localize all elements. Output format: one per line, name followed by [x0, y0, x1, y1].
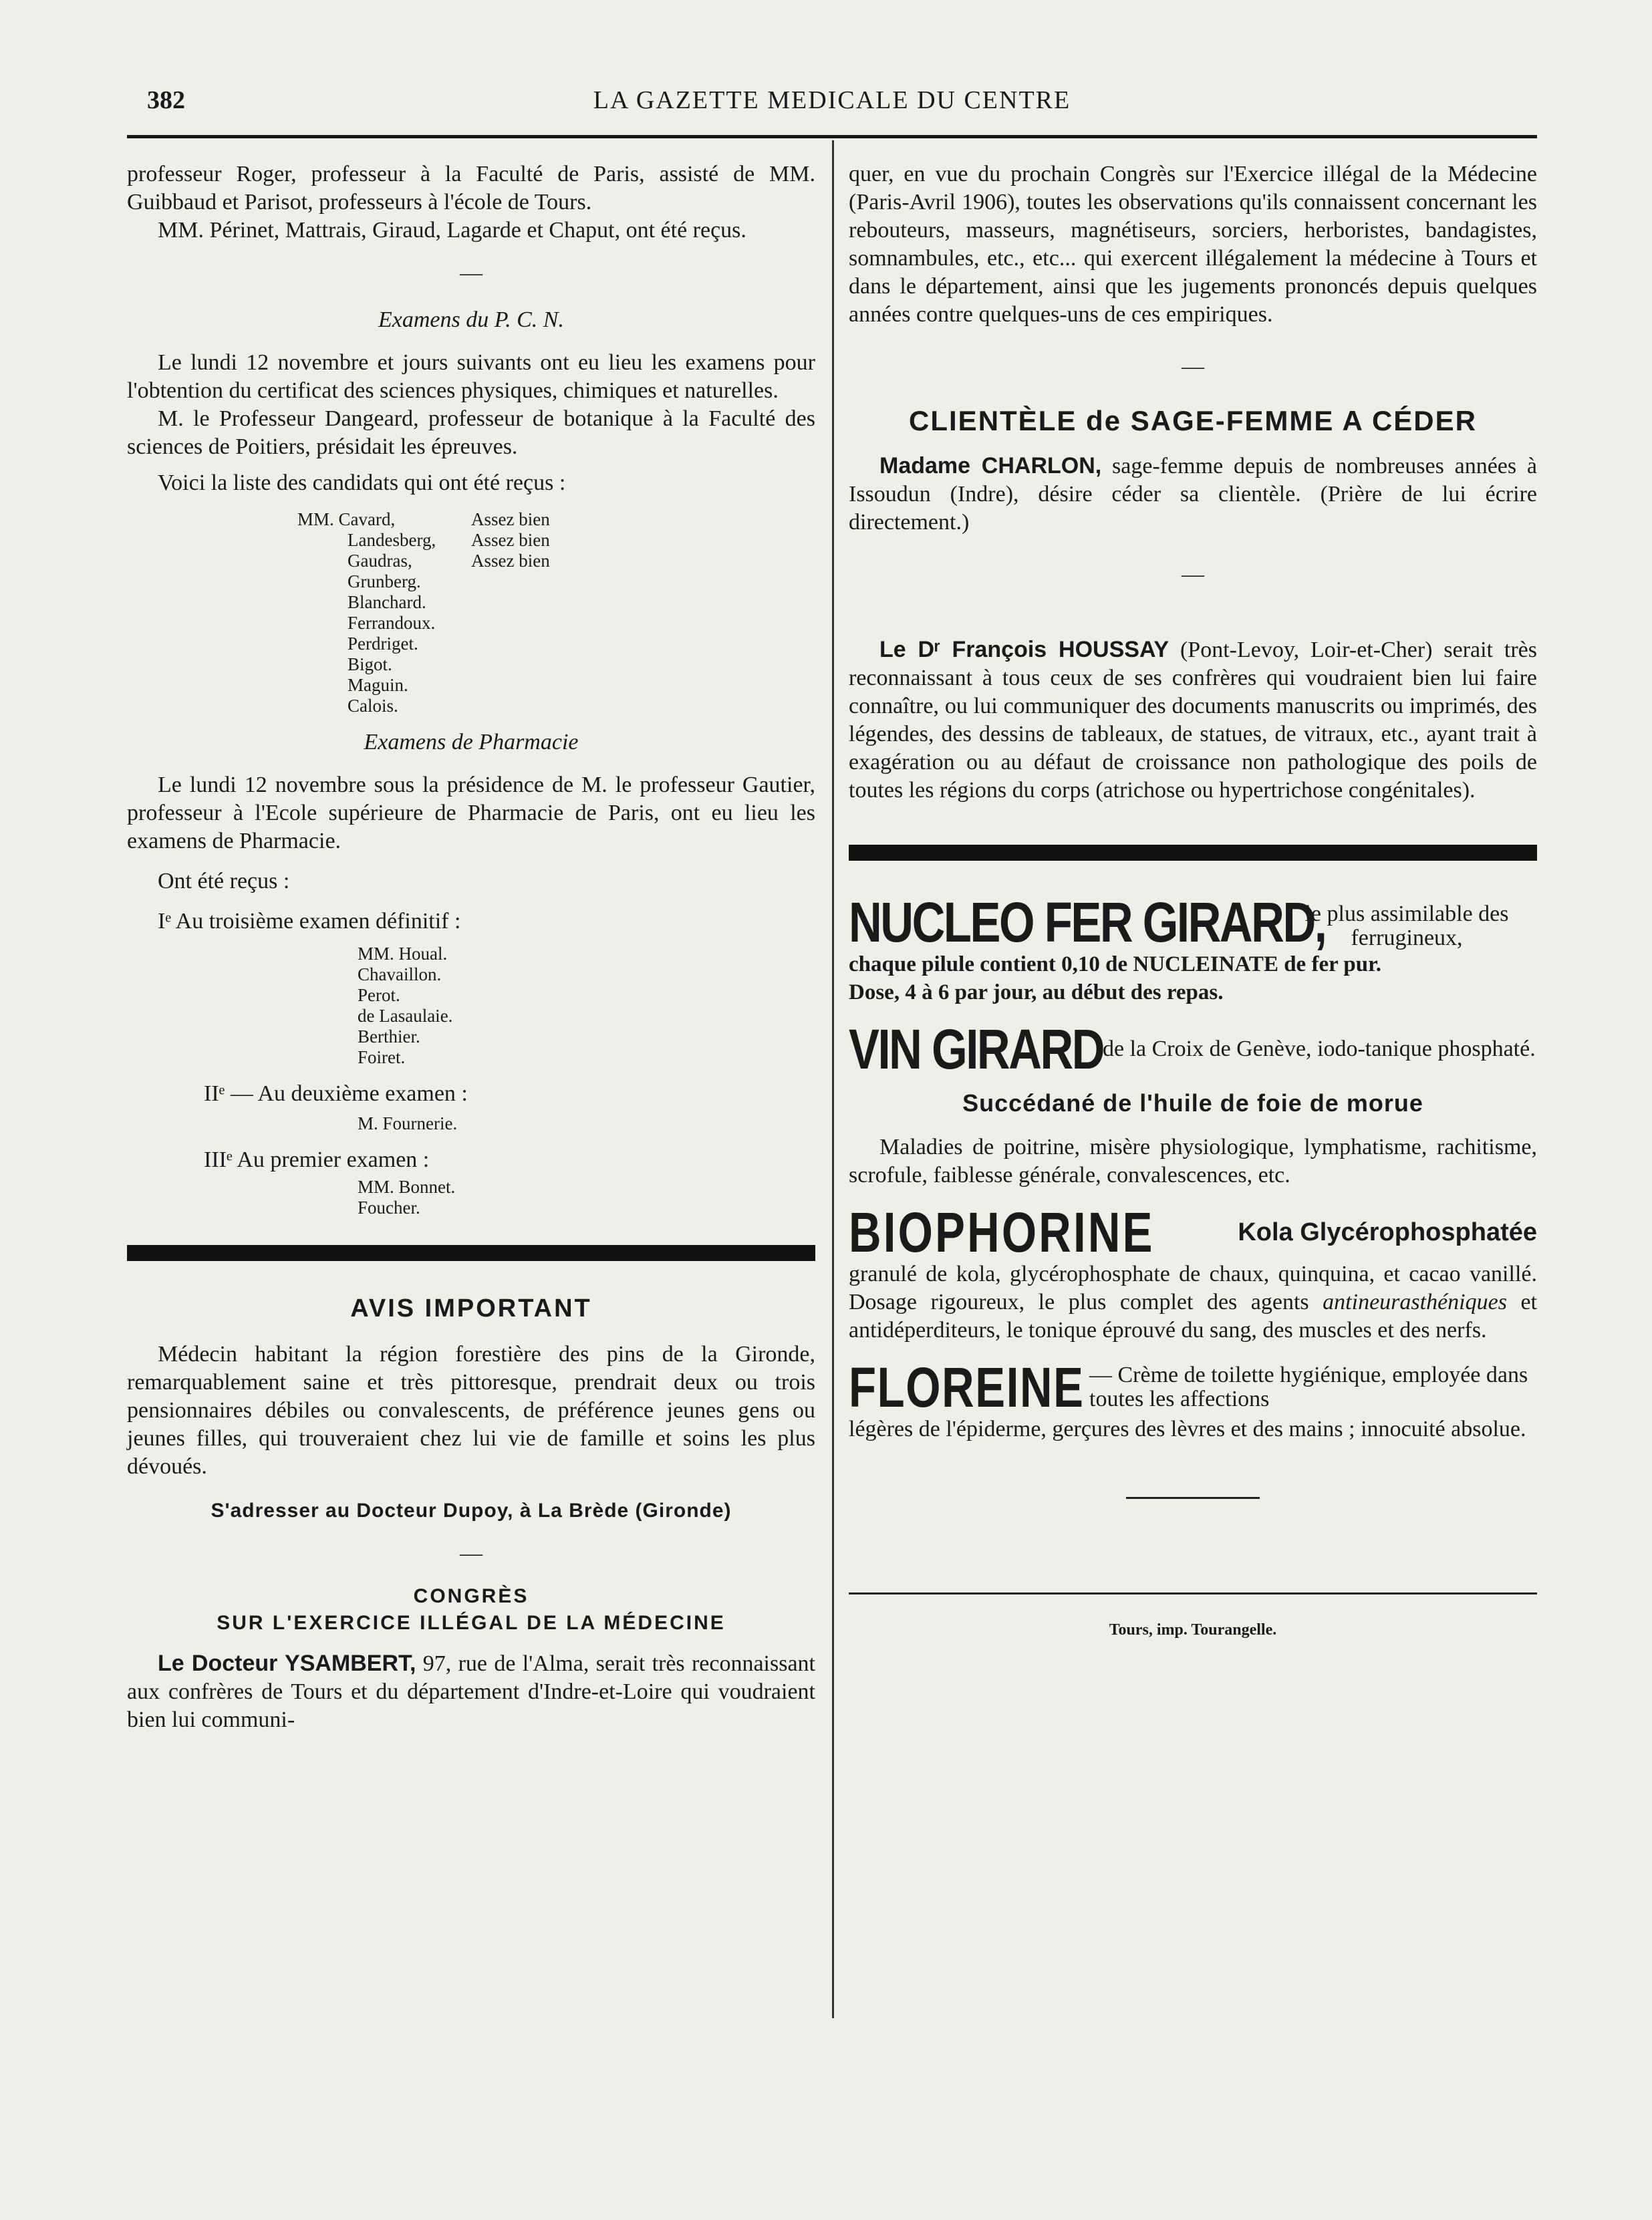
congres-title-1: CONGRÈS — [413, 1585, 529, 1607]
list-item: Blanchard. — [348, 592, 426, 612]
paragraph-pcn-president: M. le Professeur Dangeard, professeur de botanique à la Faculté des sciences de Poitiers, présidait les épreuves. — [127, 406, 815, 459]
pharm-list-deuxieme — [358, 1113, 815, 1134]
paragraph-recus: MM. Périnet, Mattrais, Giraud, Lagarde et Chaput, ont été reçus. — [158, 218, 746, 243]
list-item: Maguin. — [348, 675, 408, 695]
floreine-body: légères de l'épiderme, gerçures des lèvres et des mains ; innocuité absolue. — [849, 1417, 1526, 1441]
closing-rule-short — [1126, 1497, 1260, 1499]
biophorine-body: granulé de kola, glycérophosphate de chaux, quinquina, et cacao vanillé. Dosage rigoureux, le plus complet des agents antineurasthéniques et antidéperditeurs, le tonique éprouvé du sang, des muscles et des nerfs. — [849, 1262, 1537, 1343]
list-item: Grunberg. — [348, 571, 421, 591]
section-title-pharmacie: Examens de Pharmacie — [364, 730, 579, 754]
ad-nucleo — [849, 891, 1537, 954]
paragraph-pcn-list-intro: Voici la liste des candidats qui ont été reçus : — [158, 470, 566, 495]
houssay-text: (Pont-Levoy, Loir-et-Cher) serait très reconnaissant à tous ceux de ses confrères qui voudraient bien lui faire connaître, ou lui communiquer des documents manuscrits ou imprimés, des légendes, des dessins de tableaux, de statues, de vitraux, etc., ayant trait à exagération ou au défaut de croissance non pathologique des poils de toutes les régions du corps (atrichose ou hypertrichose congénitales). — [849, 638, 1537, 803]
ad-biophorine — [849, 1201, 1537, 1264]
list-item: Chavaillon. — [358, 964, 442, 984]
list-item: Ferrandoux. — [348, 613, 436, 633]
pcn-candidate-list — [297, 509, 815, 716]
congres-body — [127, 1649, 815, 1734]
column-rule — [832, 140, 834, 2018]
vin-body: Maladies de poitrine, misère physiologique, lymphatisme, rachitisme, scrofule, faiblesse générale, convalescences, etc. — [849, 1135, 1537, 1188]
houssay-body — [849, 636, 1537, 805]
nucleo-tagline: le plus assimilable des ferrugineux, — [1304, 901, 1509, 950]
vin-subtitle: Succédané de l'huile de foie de morue — [962, 1089, 1423, 1117]
separator-dash: — — [460, 1541, 483, 1566]
separator-dash: — — [460, 261, 483, 285]
floreine-brand: FLOREINE — [849, 1356, 1085, 1419]
congres-lead: Le Docteur YSAMBERT, — [158, 1651, 416, 1676]
list-item: Gaudras, Assez bien — [348, 551, 550, 571]
biophorine-brand: BIOPHORINE — [849, 1201, 1155, 1264]
list-item: Berthier. — [358, 1026, 420, 1047]
clientele-body — [849, 452, 1537, 537]
exam-heading-troisieme: Iᵉ Au troisième examen définitif : — [158, 909, 461, 934]
running-head: LA GAZETTE MEDICALE DU CENTRE — [593, 86, 1071, 114]
list-item: Foucher. — [358, 1198, 420, 1218]
separator-dash: — — [1182, 562, 1204, 587]
list-item: MM. Houal. — [358, 944, 448, 964]
list-item: Bigot. — [348, 654, 392, 674]
ads-divider-bar — [849, 845, 1537, 861]
closing-rule-long — [849, 1592, 1537, 1594]
list-item: Perdriget. — [348, 634, 418, 654]
left-column — [127, 160, 815, 1734]
list-item: de Lasaulaie. — [358, 1006, 453, 1026]
list-item: M. Fournerie. — [358, 1113, 458, 1133]
ad-floreine — [849, 1356, 1537, 1419]
list-item: Calois. — [348, 696, 398, 716]
floreine-tagline: — Crème de toilette hygiénique, employée dans toutes les affections — [1089, 1363, 1528, 1411]
list-item: MM. Bonnet. — [358, 1177, 456, 1197]
houssay-lead: Le Dʳ François HOUSSAY — [879, 637, 1169, 662]
nucleo-line2: chaque pilule contient 0,10 de NUCLEINATE de fer pur. — [849, 952, 1381, 976]
avis-contact: S'adresser au Docteur Dupoy, à La Brède (Gironde) — [211, 1500, 732, 1522]
congres-continuation: quer, en vue du prochain Congrès sur l'Exercice illégal de la Médecine (Paris-Avril 1906), toutes les observations qu'ils connaissent concernant les rebouteurs, masseurs, magnétiseurs, sorciers, herboristes, bandagistes, somnambules, etc., etc... qui exercent illégalement la médecine à Tours et dans le département, ainsi que les jugements prononcés depuis quelques années contre quelques-uns de ces empiriques. — [849, 162, 1537, 327]
list-item: Foiret. — [358, 1047, 406, 1067]
page-header — [127, 86, 1537, 119]
right-column — [849, 160, 1537, 1644]
biophorine-tagline: Kola Glycérophosphatée — [1238, 1218, 1537, 1246]
page-number: 382 — [147, 86, 185, 114]
avis-title: AVIS IMPORTANT — [350, 1294, 592, 1323]
pharm-list-troisieme — [358, 944, 815, 1068]
nucleo-line3: Dose, 4 à 6 par jour, au début des repas. — [849, 980, 1224, 1004]
header-rule — [127, 135, 1537, 138]
ad-vin — [849, 1018, 1537, 1081]
paragraph-ont-ete-recus: Ont été reçus : — [158, 869, 290, 893]
avis-body: Médecin habitant la région forestière des pins de la Gironde, remarquablement saine et très pittoresque, prendrait deux ou trois pensionnaires débiles ou convalescents, de préférence jeunes gens ou jeunes filles, qui trouveraient chez lui vie de famille et soins les plus dévoués. — [127, 1342, 815, 1479]
paragraph-pharmacie: Le lundi 12 novembre sous la présidence de M. le professeur Gautier, professeur à l'Ecole supérieure de Pharmacie de Paris, ont eu lieu les examens de Pharmacie. — [127, 773, 815, 853]
separator-dash: — — [1182, 354, 1204, 379]
pharm-list-premier — [358, 1177, 815, 1218]
list-item: Perot. — [358, 985, 400, 1005]
list-item: Landesberg, Assez bien — [348, 530, 550, 550]
paragraph-pcn-intro: Le lundi 12 novembre et jours suivants ont eu lieu les examens pour l'obtention du certificat des sciences physiques, chimiques et naturelles. — [127, 350, 815, 403]
nucleo-brand: NUCLEO FER GIRARD, — [849, 891, 1326, 954]
exam-heading-premier: IIIᵉ Au premier examen : — [204, 1147, 430, 1172]
paragraph-roger: professeur Roger, professeur à la Faculté de Paris, assisté de MM. Guibbaud et Parisot, professeurs à l'école de Tours. — [127, 162, 815, 215]
clientele-lead: Madame CHARLON, — [879, 453, 1102, 478]
clientele-title: CLIENTÈLE de SAGE-FEMME A CÉDER — [909, 405, 1477, 436]
congres-text: 97, rue de l'Alma, serait très reconnaissant aux confrères de Tours et du département d'Indre-et-Loire qui voudraient bien lui communi- — [127, 1651, 815, 1732]
section-divider-bar — [127, 1245, 815, 1261]
list-item: MM. Cavard, Assez bien — [297, 509, 550, 529]
printer-imprint: Tours, imp. Tourangelle. — [1109, 1621, 1277, 1639]
congres-title-2: SUR L'EXERCICE ILLÉGAL DE LA MÉDECINE — [217, 1612, 726, 1634]
vin-brand: VIN GIRARD — [849, 1018, 1104, 1081]
clientele-text: sage-femme depuis de nombreuses années à Issoudun (Indre), désire céder sa clientèle. (Prière de lui écrire directement.) — [849, 454, 1538, 535]
vin-tagline: de la Croix de Genève, iodo-tanique phosphaté. — [1103, 1036, 1536, 1061]
section-title-pcn: Examens du P. C. N. — [378, 307, 564, 332]
exam-heading-deuxieme: IIᵉ — Au deuxième examen : — [204, 1081, 468, 1106]
